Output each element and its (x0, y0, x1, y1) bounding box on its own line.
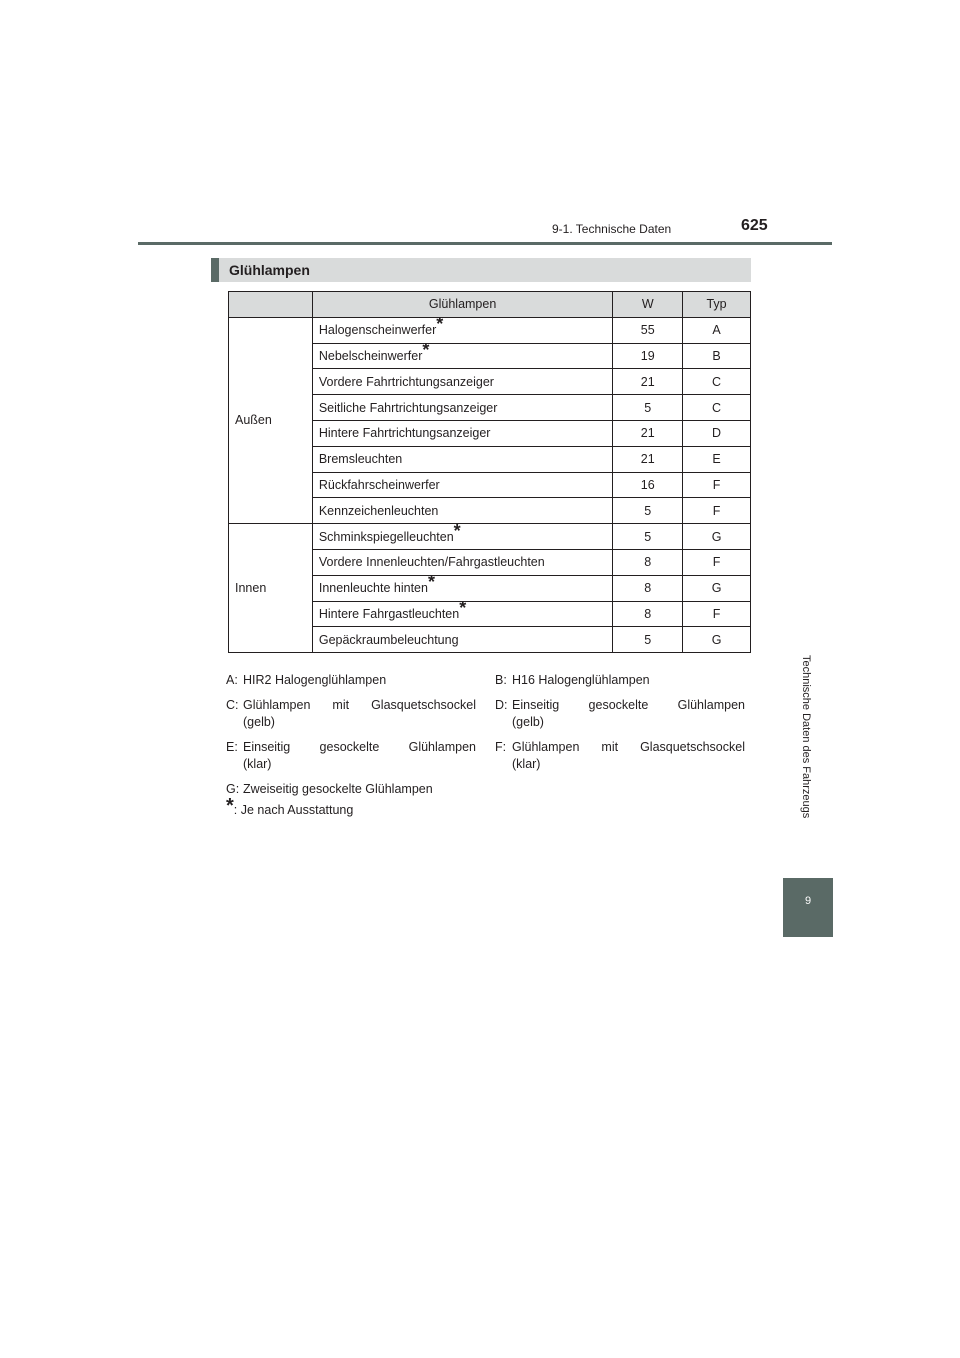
table-row (229, 317, 751, 343)
bulb-type: C (683, 369, 751, 395)
header-wattage: W (613, 292, 683, 318)
bulb-type: B (683, 343, 751, 369)
bulb-wattage: 21 (613, 446, 683, 472)
bulb-name: Vordere Fahrtrichtungsanzeiger (312, 369, 613, 395)
legend-key: F: (495, 740, 507, 754)
bulb-wattage: 16 (613, 472, 683, 498)
legend-text: Glühlampen mit Glasquetschsockel (512, 740, 745, 754)
bulb-wattage: 21 (613, 369, 683, 395)
page-number: 625 (741, 217, 768, 234)
legend-text: Glühlampen mit Glasquetschsockel (243, 698, 476, 712)
bulb-table (228, 291, 751, 653)
legend-key: D: (495, 698, 508, 712)
legend-key: E: (226, 740, 238, 754)
table-row (229, 524, 751, 550)
asterisk-icon: * (436, 314, 444, 335)
legend-text-cont: (gelb) (243, 715, 275, 729)
legend-key: B: (495, 673, 507, 687)
bulb-type: F (683, 549, 751, 575)
bulb-type: D (683, 420, 751, 446)
legend-text-cont: (klar) (512, 757, 541, 771)
bulb-type: G (683, 627, 751, 653)
legend-key: A: (226, 673, 238, 687)
section-heading-bar (211, 258, 751, 282)
header-section-title: 9-1. Technische Daten (552, 222, 672, 236)
bulb-name: Rückfahrscheinwerfer (312, 472, 613, 498)
footnote (226, 795, 354, 817)
header-type: Typ (683, 292, 751, 318)
bulb-name: Nebelscheinwerfer* (312, 343, 613, 369)
bulb-type: C (683, 395, 751, 421)
legend-item-e (226, 739, 476, 773)
group-label-exterior: Außen (229, 317, 313, 523)
bulb-name: Kennzeichenleuchten (312, 498, 613, 524)
section-title: Glühlampen (229, 262, 310, 278)
legend-item-b (495, 672, 745, 689)
bulb-name: Hintere Fahrtrichtungsanzeiger (312, 420, 613, 446)
bulb-wattage: 5 (613, 524, 683, 550)
chapter-side-title: Technische Daten des Fahrzeugs (800, 655, 812, 819)
asterisk-icon: * (427, 572, 435, 593)
bulb-name: Gepäckraumbeleuchtung (312, 627, 613, 653)
header-location (229, 292, 313, 318)
group-label-interior: Innen (229, 524, 313, 653)
header-bulbs: Glühlampen (312, 292, 613, 318)
asterisk-icon: * (422, 339, 430, 360)
bulb-wattage: 8 (613, 575, 683, 601)
legend-text: Zweiseitig gesockelte Glühlampen (243, 782, 433, 796)
bulb-type: A (683, 317, 751, 343)
bulb-wattage: 55 (613, 317, 683, 343)
bulb-type: G (683, 575, 751, 601)
table-header-row (229, 292, 751, 318)
legend-item-d (495, 697, 745, 731)
bulb-type: G (683, 524, 751, 550)
bulb-type: F (683, 472, 751, 498)
chapter-tab (783, 878, 833, 937)
bulb-name: Bremsleuchten (312, 446, 613, 472)
bulb-wattage: 8 (613, 549, 683, 575)
bulb-wattage: 21 (613, 420, 683, 446)
legend-text-cont: (klar) (243, 757, 272, 771)
legend-item-g (226, 781, 526, 798)
bulb-name: Seitliche Fahrtrichtungsanzeiger (312, 395, 613, 421)
legend-item-f (495, 739, 745, 773)
asterisk-icon: * (453, 520, 461, 541)
bulb-wattage: 5 (613, 498, 683, 524)
bulb-name: Hintere Fahrgastleuchten* (312, 601, 613, 627)
bulb-name: Innenleuchte hinten* (312, 575, 613, 601)
legend-text: Einseitig gesockelte Glühlampen (243, 740, 476, 754)
legend-key: G: (226, 782, 240, 796)
legend-item-a (226, 672, 476, 689)
bulb-type: F (683, 601, 751, 627)
asterisk-icon: * (226, 795, 234, 817)
legend-text: H16 Halogenglühlampen (512, 673, 650, 687)
bulb-wattage: 5 (613, 395, 683, 421)
legend-key: C: (226, 698, 239, 712)
footnote-text: : Je nach Ausstattung (233, 803, 354, 817)
legend-text-cont: (gelb) (512, 715, 544, 729)
bulb-name: Vordere Innenleuchten/Fahrgastleuchten (312, 549, 613, 575)
bulb-wattage: 5 (613, 627, 683, 653)
bulb-name: Halogenscheinwerfer* (312, 317, 613, 343)
asterisk-icon: * (459, 597, 467, 618)
legend-item-c (226, 697, 476, 731)
bulb-name: Schminkspiegelleuchten* (312, 524, 613, 550)
bulb-type: F (683, 498, 751, 524)
legend-text: Einseitig gesockelte Glühlampen (512, 698, 745, 712)
bulb-wattage: 19 (613, 343, 683, 369)
header-rule (138, 242, 832, 245)
bulb-wattage: 8 (613, 601, 683, 627)
legend-text: HIR2 Halogenglühlampen (243, 673, 387, 687)
bulb-type: E (683, 446, 751, 472)
chapter-number: 9 (804, 895, 812, 907)
